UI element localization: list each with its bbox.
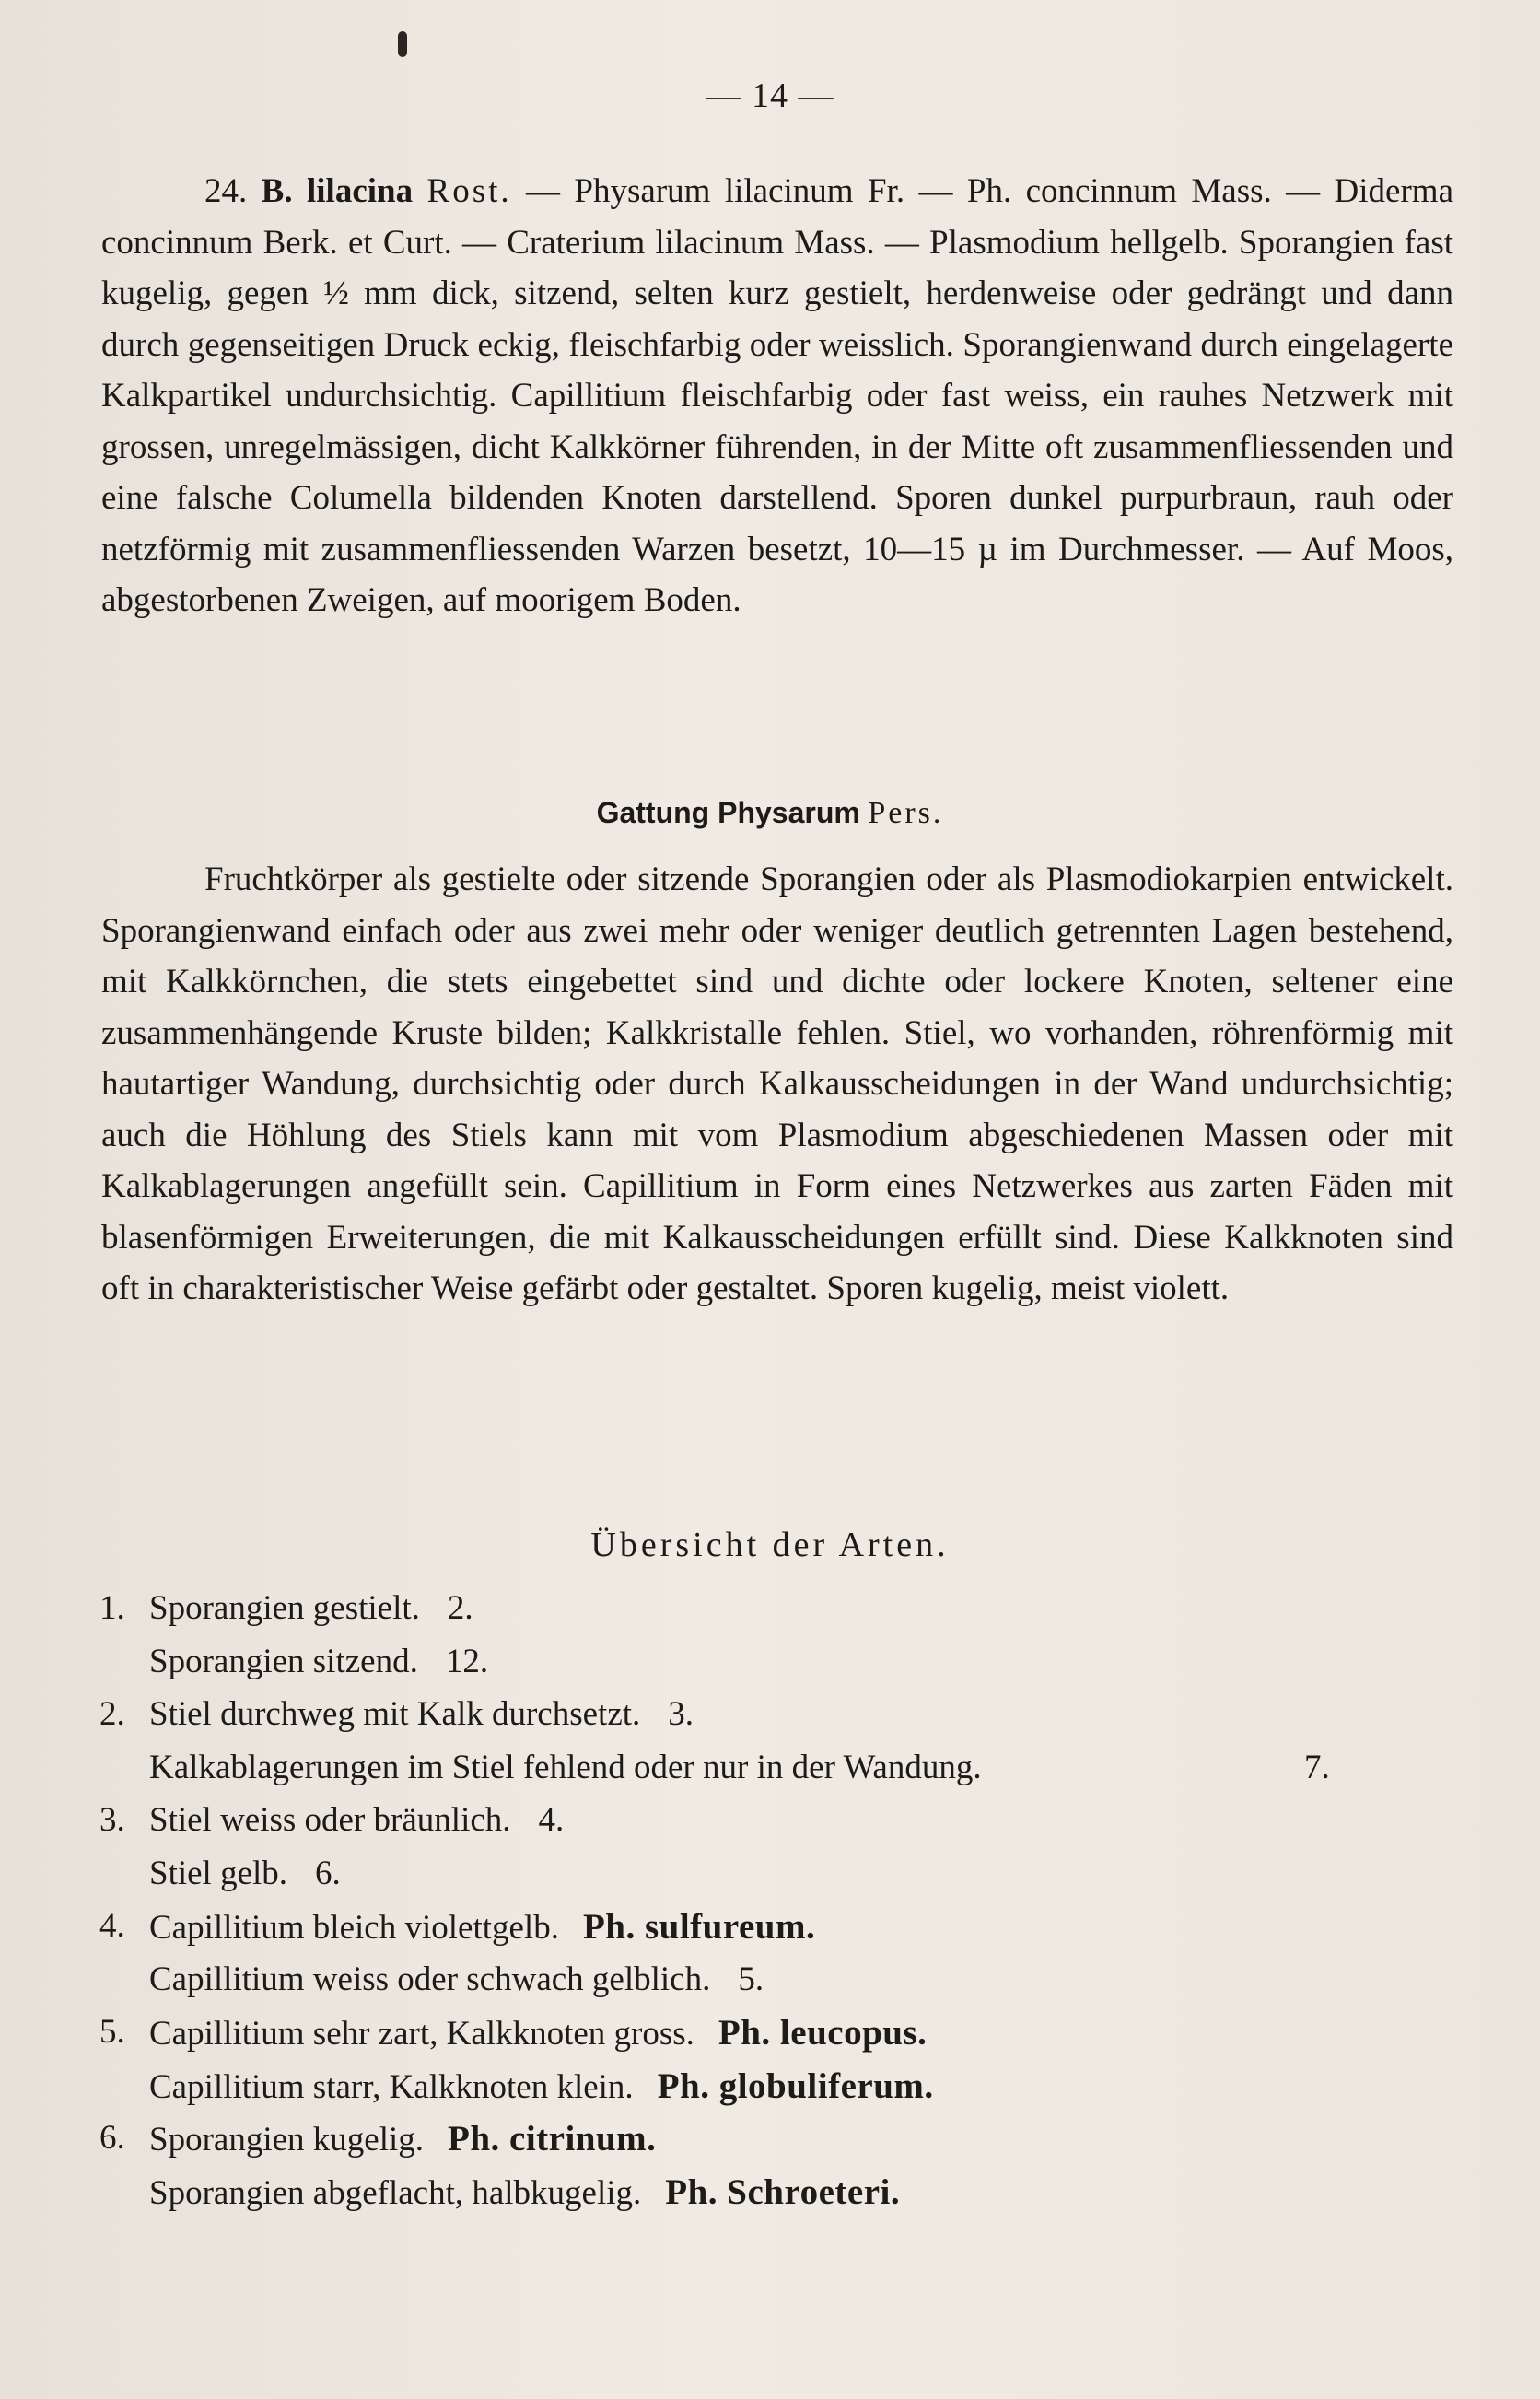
key-row <box>99 1694 1463 1748</box>
key-ref: 3. <box>668 1695 694 1733</box>
page-number: — 14 — <box>706 76 834 115</box>
key-number: 2. <box>99 1695 125 1733</box>
key-species: Ph. Schroeteri. <box>665 2171 901 2212</box>
key-row <box>99 1906 1463 1960</box>
species-number: 24. <box>204 172 248 210</box>
key-text: Capillitium bleich violettgelb. <box>149 1909 559 1947</box>
key-number: 1. <box>99 1589 125 1627</box>
genus-name: Gattung Physarum <box>596 796 860 829</box>
key-ref: 4. <box>538 1801 565 1839</box>
key-row <box>99 1588 1463 1642</box>
ink-speck <box>398 31 407 57</box>
genus-heading <box>0 796 1540 831</box>
key-species: Ph. citrinum. <box>448 2119 657 2159</box>
key-text: Sporangien sitzend. <box>149 1642 418 1680</box>
key-row <box>99 2171 1463 2225</box>
key-row <box>99 2065 1463 2119</box>
species-name: B. lilacina <box>261 172 414 210</box>
key-text: Sporangien gestielt. <box>149 1589 420 1627</box>
species-entry <box>101 166 1453 626</box>
key-row <box>99 1854 1463 1907</box>
key-text: Stiel gelb. <box>149 1854 288 1892</box>
species-author: Rost. <box>426 172 512 210</box>
key-row <box>99 1748 1463 1801</box>
key-ref: 7. <box>1304 1748 1330 1786</box>
genus-author: Pers. <box>868 796 944 830</box>
key-number: 6. <box>99 2119 125 2157</box>
genus-description-block <box>101 854 1453 1315</box>
key-text: Capillitium sehr zart, Kalkknoten gross. <box>149 2015 694 2053</box>
key-ref: 6. <box>315 1854 341 1892</box>
key-number: 4. <box>99 1907 125 1945</box>
key-ref: 12. <box>445 1642 489 1680</box>
key-text: Capillitium weiss oder schwach gelblich. <box>149 1960 711 1998</box>
key-species: Ph. globuliferum. <box>657 2065 934 2106</box>
key-number: 5. <box>99 2013 125 2051</box>
key-text: Stiel durchweg mit Kalk durchsetzt. <box>149 1695 641 1733</box>
key-text: Capillitium starr, Kalkknoten klein. <box>149 2067 634 2106</box>
species-description: — Physarum lilacinum Fr. — Ph. concinnum Mass. — Diderma concinnum Berk. et Curt. — Craterium lilacinum Mass. — Plasmodium hellgelb. Sporangien fast kugelig, gegen ½ mm dick, sitzend, selten kurz gestielt, herdenweise oder gedrängt und dann durch gegenseitigen Druck eckig, fleischfarbig oder weisslich. Sporangienwand durch eingelagerte Kalkpartikel undurchsichtig. Capillitium fleischfarbig oder fast weiss, ein rauhes Netzwerk mit grossen, unregelmässigen, dicht Kalkkörner führenden, in der Mitte oft zusammenfliessenden und eine falsche Columella bildenden Knoten darstellend. Sporen dunkel purpurbraun, rauh oder netzförmig mit zusammenfliessenden Warzen besetzt, 10—15 µ im Durchmesser. — Auf Moos, abgestorbenen Zweigen, auf moorigem Boden. <box>101 172 1454 619</box>
key-row <box>99 1800 1463 1854</box>
key-row <box>99 2012 1463 2065</box>
key-ref: 2. <box>447 1589 473 1627</box>
identification-key <box>99 1588 1463 2224</box>
key-species: Ph. leucopus. <box>718 2013 928 2053</box>
key-heading: Übersicht der Arten. <box>590 1526 950 1564</box>
key-species: Ph. sulfureum. <box>582 1907 816 1947</box>
key-row <box>99 1642 1463 1695</box>
key-ref: 5. <box>738 1960 764 1998</box>
key-row <box>99 1960 1463 2013</box>
key-text: Stiel weiss oder bräunlich. <box>149 1801 511 1839</box>
genus-description: Fruchtkörper als gestielte oder sitzende Sporangien oder als Plasmodiokarpien entwickelt. Sporangienwand einfach oder aus zwei mehr oder weniger deutlich getrennten Lagen bestehend, mit Kalkkörnchen, die stets eingebettet sind und dichte oder lockere Knoten, seltener eine zusammenhängende Kruste bilden; Kalkkristalle fehlen. Stiel, wo vorhanden, röhrenförmig mit hautartiger Wandung, durchsichtig oder durch Kalkausscheidungen in der Wand undurchsichtig; auch die Höhlung des Stiels kann mit vom Plasmodium abgeschiedenen Massen oder mit Kalkablagerungen angefüllt sein. Capillitium in Form eines Netzwerkes aus zarten Fäden mit blasenförmigen Erweiterungen, die mit Kalkausscheidungen erfüllt sind. Diese Kalkknoten sind oft in charakteristischer Weise gefärbt oder gestaltet. Sporen kugelig, meist violett. <box>101 860 1453 1307</box>
key-number: 3. <box>99 1801 125 1839</box>
key-text: Sporangien abgeflacht, halbkugelig. <box>149 2173 642 2212</box>
key-text: Sporangien kugelig. <box>149 2121 425 2159</box>
key-text: Kalkablagerungen im Stiel fehlend oder nur in der Wandung. <box>149 1748 982 1786</box>
key-row <box>99 2118 1463 2171</box>
